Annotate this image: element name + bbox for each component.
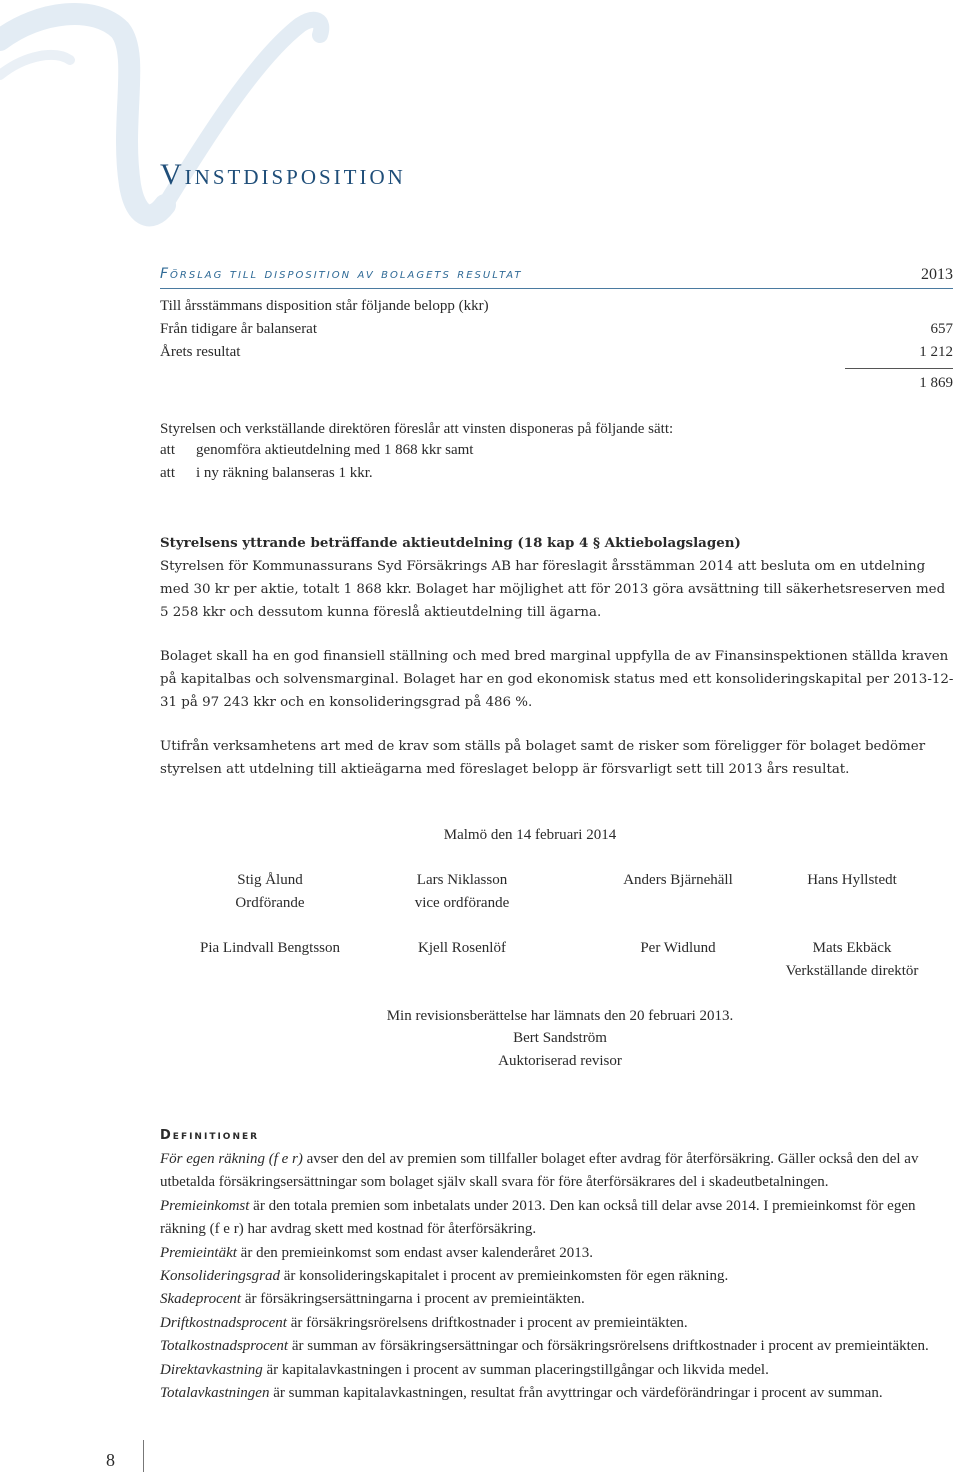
definition-term: För egen räkning (f e r) bbox=[160, 1151, 303, 1167]
proposal-total-row bbox=[160, 375, 953, 397]
definition-term: Konsolideringsgrad bbox=[160, 1268, 281, 1285]
definition-text: är kapitalavkastningen i procent av summan placeringstillgångar och likvida medel. bbox=[262, 1361, 769, 1378]
definition-text: avser den del av premien som tillfaller bolaget efter avdrag för återförsäkring. Gäller också den del av utbetalda försäkringsersättningar som bolaget själv skall svara för före återförsäkrares del i skadeutbetalningen. bbox=[160, 1151, 919, 1191]
definitions-list bbox=[160, 1148, 955, 1405]
definition-term: Totalkostnadsprocent bbox=[160, 1338, 289, 1355]
definition-text: är konsolideringskapitalet i procent av premieinkomsten för egen räkning. bbox=[280, 1268, 729, 1285]
definition-item bbox=[160, 1288, 955, 1311]
definition-item bbox=[160, 1359, 955, 1382]
statement-paragraph-2: Bolaget skall ha en god finansiell ställning och med bred marginal uppfylla de av Finansinspektionen ställda kraven på kapitalbas och solvensmarginal. Bolaget har en god ekonomisk status med ett konsolideringskapital per 2013-12-31 på 97 243 kkr och en konsolideringsgrad på 486 %. bbox=[160, 649, 954, 710]
signatory-name: Per Widlund bbox=[640, 940, 716, 956]
page-title: Vinstdisposition bbox=[160, 158, 406, 191]
definition-item bbox=[160, 1195, 955, 1242]
proposal-row-label: Från tidigare år balanserat bbox=[160, 321, 318, 337]
proposal-item-text: i ny räkning balanseras 1 kkr. bbox=[196, 465, 373, 481]
proposal-row bbox=[160, 321, 953, 343]
signatory-name: Lars Niklasson bbox=[416, 872, 508, 888]
signatory-name: Pia Lindvall Bengtsson bbox=[200, 940, 340, 956]
signatory-role: vice ordförande bbox=[414, 895, 510, 911]
script-v-watermark-icon bbox=[0, 0, 330, 230]
proposal-row-value: 657 bbox=[930, 321, 953, 337]
definitions-heading: Definitioner bbox=[160, 1128, 260, 1143]
statement-paragraph-1: Styrelsen för Kommunassurans Syd Försäkrings AB har föreslagit årsstämman 2014 att besluta om en utdelning med 30 kr per aktie, totalt 1 868 kkr. Bolaget har möjlighet att för 2013 göra avsättning till säkerhetsreserven med 5 258 kkr och dessutom kunna föreslå aktieutdelning till ägarna. bbox=[160, 559, 946, 620]
signatory-name: Mats Ekbäck bbox=[812, 940, 892, 956]
proposal-item-key: att bbox=[160, 442, 175, 458]
definition-item bbox=[160, 1312, 955, 1335]
definition-item bbox=[160, 1382, 955, 1405]
proposal-heading: Förslag till disposition av bolagets resultat bbox=[160, 266, 523, 282]
signatory-name: Kjell Rosenlöf bbox=[418, 940, 506, 956]
signatory-role: Ordförande bbox=[235, 895, 305, 911]
proposal-section-header bbox=[160, 266, 953, 289]
proposal-item-text: genomföra aktieutdelning med 1 868 kkr samt bbox=[196, 442, 474, 458]
statement-paragraph-3: Utifrån verksamhetens art med de krav som ställs på bolaget samt de risker som föreligger för bolaget bedömer styrelsen att utdelning till aktieägarna med föreslaget belopp är försvarligt sett till 2013 års resultat. bbox=[160, 739, 926, 777]
definition-item bbox=[160, 1335, 955, 1358]
auditor-role: Auktoriserad revisor bbox=[498, 1053, 622, 1069]
proposal-year: 2013 bbox=[921, 266, 953, 283]
definition-text: är den totala premien som inbetalats under 2013. Den kan också till delar avse 2014. I premieinkomst för egen räkning (f e r) har avdrag skett med kostnad för återförsäkring. bbox=[160, 1197, 916, 1238]
definition-text: är försäkringsrörelsens driftkostnader i procent av premieintäkten. bbox=[286, 1314, 688, 1331]
proposal-item-key: att bbox=[160, 465, 175, 481]
definition-text: är summan kapitalavkastningen, resultat från avyttringar och värdeförändringar i procent av summan. bbox=[269, 1385, 883, 1402]
statement-block bbox=[160, 532, 955, 624]
proposal-intro: Till årsstämmans disposition står följande belopp (kkr) bbox=[160, 298, 489, 314]
definition-item bbox=[160, 1242, 955, 1265]
place-date: Malmö den 14 februari 2014 bbox=[443, 827, 617, 843]
signatory-name: Anders Bjärnehäll bbox=[623, 872, 733, 888]
signatory-name: Stig Ålund bbox=[237, 872, 303, 888]
statement-heading: Styrelsens yttrande beträffande aktieutdelning (18 kap 4 § Aktiebolagslagen) bbox=[160, 535, 741, 551]
proposal-item bbox=[160, 465, 373, 482]
proposal-row bbox=[160, 344, 953, 366]
definition-term: Skadeprocent bbox=[160, 1291, 242, 1308]
definition-term: Direktavkastning bbox=[160, 1361, 263, 1378]
auditor-name: Bert Sandström bbox=[513, 1030, 607, 1046]
definition-term: Driftkostnadsprocent bbox=[160, 1314, 287, 1331]
board-proposal-text: Styrelsen och verkställande direktören föreslår att vinsten disponeras på följande sätt: bbox=[160, 421, 674, 437]
footer-divider bbox=[143, 1440, 144, 1472]
definition-text: är summan av försäkringsersättningar och försäkringsrörelsens driftkostnader i procent av premieintäkten. bbox=[288, 1338, 929, 1355]
proposal-item bbox=[160, 442, 473, 459]
page-number: 8 bbox=[106, 1450, 115, 1470]
definition-term: Totalavkastningen bbox=[160, 1385, 270, 1402]
sum-divider bbox=[845, 368, 953, 369]
definition-item bbox=[160, 1265, 955, 1288]
auditor-note: Min revisionsberättelse har lämnats den 20 februari 2013. bbox=[386, 1008, 734, 1024]
definition-text: är försäkringsersättningarna i procent av premieintäkten. bbox=[241, 1291, 585, 1308]
definition-term: Premieinkomst bbox=[160, 1197, 250, 1214]
proposal-intro-row bbox=[160, 298, 953, 320]
proposal-row-value: 1 212 bbox=[919, 344, 953, 360]
proposal-row-label: Årets resultat bbox=[160, 344, 241, 360]
proposal-total: 1 869 bbox=[919, 375, 953, 391]
signatory-name: Hans Hyllstedt bbox=[807, 872, 897, 888]
definition-text: är den premieinkomst som endast avser kalenderåret 2013. bbox=[236, 1244, 594, 1261]
signatory-role: Verkställande direktör bbox=[785, 963, 919, 979]
definition-term: Premieintäkt bbox=[160, 1244, 237, 1261]
definition-item bbox=[160, 1148, 955, 1195]
